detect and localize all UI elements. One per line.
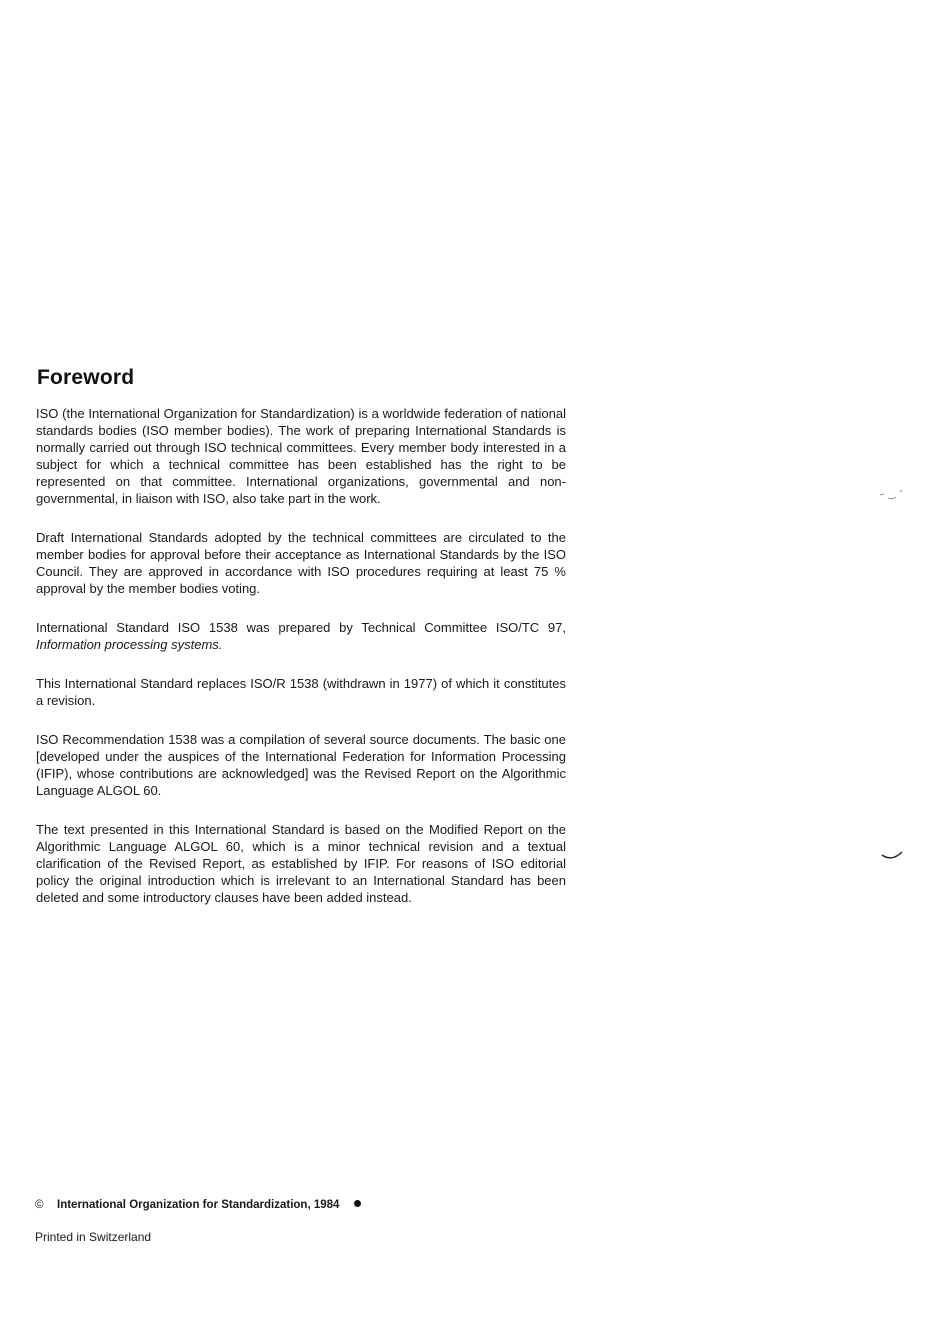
paragraph-modified-report: The text presented in this International Standard is based on the Modified Report on the Algorithmic Language ALGOL 60, which is a minor technical revision and a textual clarification of the Revised Report, as established by IFIP. For reasons of ISO editorial policy the original introduction which is irrelevant to an International Standard has been deleted and some introductory clauses have been added instead. [36,822,566,905]
scan-artifact-curve-icon [880,846,906,862]
paragraph-draft-standards: Draft International Standards adopted by the technical committees are circulated to the member bodies for approval before their acceptance as International Standards by the ISO Council. They are approved in accordance with ISO procedures requiring at least 75 % approval by the member bodies voting. [36,530,566,596]
printed-in: Printed in Switzerland [35,1230,152,1244]
copyright-symbol: © [35,1199,44,1211]
paragraph-replaces: This International Standard replaces ISO/R 1538 (withdrawn in 1977) of which it constitutes a revision. [36,676,566,708]
prepared-by-text: International Standard ISO 1538 was prepared by Technical Committee ISO/TC 97, [36,620,566,635]
bullet-dot-icon [354,1200,361,1207]
scan-artifact-icon [878,488,908,502]
copyright-line [35,1197,361,1213]
paragraph-prepared-by [36,619,566,653]
copyright-text: International Organization for Standardization, 1984 [57,1199,340,1211]
foreword-body [36,405,566,928]
committee-title: Information processing systems. [36,637,223,652]
paragraph-recommendation: ISO Recommendation 1538 was a compilation of several source documents. The basic one [developed under the auspices of the International Federation for Information Processing (IFIP), whose contributions are acknowledged] was the Revised Report on the Algorithmic Language ALGOL 60. [36,732,566,798]
paragraph-iso-intro: ISO (the International Organization for Standardization) is a worldwide federation of national standards bodies (ISO member bodies). The work of preparing International Standards is normally carried out through ISO technical committees. Every member body interested in a subject for which a technical committee has been established has the right to be represented on that committee. International organizations, governmental and non-governmental, in liaison with ISO, also take part in the work. [36,406,566,506]
page-title: Foreword [37,366,135,389]
